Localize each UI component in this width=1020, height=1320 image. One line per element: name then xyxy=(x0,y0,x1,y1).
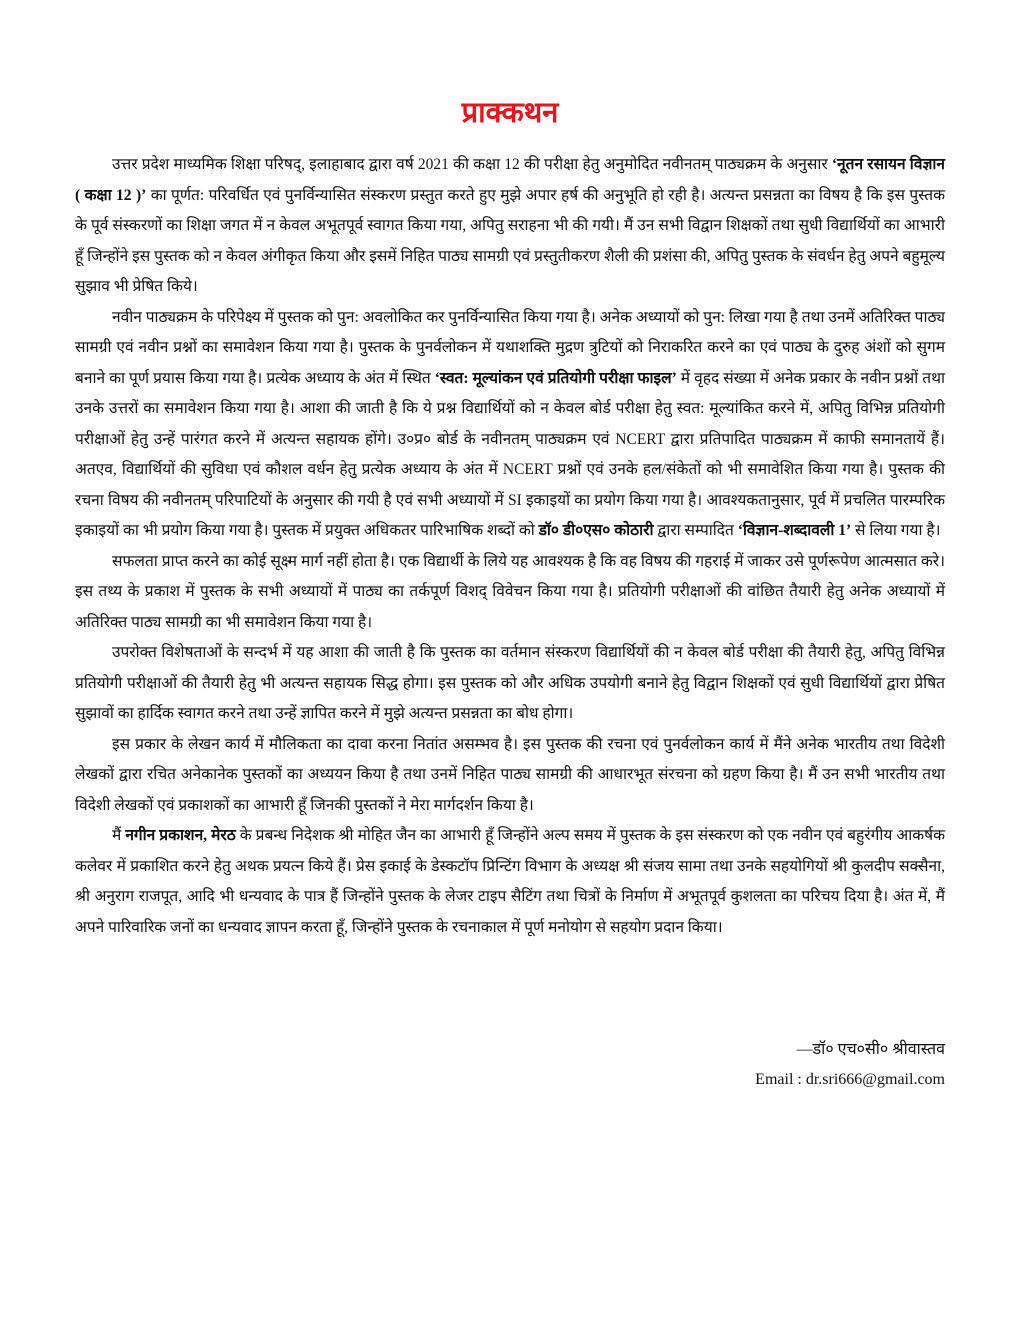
author-email: Email : dr.sri666@gmail.com xyxy=(755,1071,945,1088)
text: इस प्रकार के लेखन कार्य में मौलिकता का दावा करना नितांत असम्भव है। इस पुस्तक की रचना एवं पुनर्वलोकन कार्य में मैंने अनेक भारतीय तथा विदेशी लेखकों द्वारा रचित अनेकानेक पुस्तकों का अध्ययन किया है तथा उनमें निहित पाठ्य सामग्री की आधारभूत संरचना को ग्रहण किया है। मैं उन सभी भारतीय तथा विदेशी लेखकों एवं प्रकाशकों का आभारी हूँ जिनकी पुस्तकों ने मेरा मार्गदर्शन किया है। xyxy=(75,735,945,814)
paragraph-6 xyxy=(75,821,945,943)
text: मैं xyxy=(112,827,126,844)
text: से लिया गया है। xyxy=(851,522,941,539)
paragraph-2 xyxy=(75,303,945,547)
text: उपरोक्त विशेषताओं के सन्दर्भ में यह आशा की जाती है कि पुस्तक का वर्तमान संस्करण विद्यार्थियों की न केवल बोर्ड परीक्षा की तैयारी हेतु, अपितु विभिन्न प्रतियोगी परीक्षाओं की तैयारी हेतु भी अत्यन्त सहायक सिद्ध होगा। इस पुस्तक को और अधिक उपयोगी बनाने हेतु विद्वान शिक्षकों एवं सुधी विद्यार्थियों द्वारा प्रेषित सुझावों का हार्दिक स्वागत करने तथा उन्हें ज्ञापित करने में मुझे अत्यन्त प्रसन्नता का बोध होगा। xyxy=(75,644,945,722)
text: द्वारा सम्पादित xyxy=(653,522,738,539)
text: उत्तर प्रदेश माध्यमिक शिक्षा परिषद्, इलाहाबाद द्वारा वर्ष 2021 की कक्षा 12 की परीक्षा हेतु अनुमोदित नवीनतम् पाठ्यक्रम के अनुसार xyxy=(112,156,832,173)
editor-name: डॉ० डी०एस० कोठारी xyxy=(538,522,654,539)
paragraph-3 xyxy=(75,547,945,639)
paragraph-4 xyxy=(75,638,945,730)
text: के प्रबन्ध निदेशक श्री मोहित जैन का आभारी हूँ जिन्होंने अल्प समय में पुस्तक के इस संस्करण को एक नवीन एवं बहुरंगीय आकर्षक कलेवर में प्रकाशित करने हेतु अथक प्रयत्न किये हैं। प्रेस इकाई के डेस्कटॉप प्रिन्टिंग विभाग के अध्यक्ष श्री संजय सामा तथा उनके सहयोगियों श्री कुलदीप सक्सैना, श्री अनुराग राजपूत, आदि भी धन्यवाद के पात्र हैं जिन्होंने पुस्तक के लेजर टाइप सैटिंग तथा चित्रों के निर्माण में अभूतपूर्व कुशलता का परिचय दिया है। अंत में, मैं अपने पारिवारिक जनों का धन्यवाद ज्ञापन करता हूँ, जिन्होंने पुस्तक के रचनाकाल में पूर्ण मनोयोग से सहयोग प्रदान किया। xyxy=(75,827,945,936)
file-title: ‘स्वत: मूल्यांकन एवं प्रतियोगी परीक्षा फाइल’ xyxy=(434,369,677,387)
book-title: ‘नूतन रसायन विज्ञान ( कक्षा 12 )’ xyxy=(75,156,945,204)
publisher-name: नगीन प्रकाशन, मेरठ xyxy=(125,827,236,844)
paragraph-1 xyxy=(75,150,945,303)
preface-body xyxy=(75,150,945,943)
signature-block xyxy=(600,1035,945,1095)
paragraph-5 xyxy=(75,730,945,822)
glossary-title: ‘विज्ञान-शब्दावली 1’ xyxy=(737,522,852,539)
text: का पूर्णत: परिवर्धित एवं पुनर्विन्यासित संस्करण प्रस्तुत करते हुए मुझे अपार हर्ष की अनुभूति हो रही है। अत्यन्त प्रसन्नता का विषय है कि इस पुस्तक के पूर्व संस्करणों का शिक्षा जगत में न केवल अभूतपूर्व स्वागत किया गया, अपितु सराहना भी की गयी। मैं उन सभी विद्वान शिक्षकों तथा सुधी विद्यार्थियों का आभारी हूँ जिन्होंने इस पुस्तक को न केवल अंगीकृत किया और इसमें निहित पाठ्य सामग्री एवं प्रस्तुतीकरण शैली की प्रशंसा की, अपितु पुस्तक के संवर्धन हेतु अपने बहुमूल्य सुझाव भी प्रेषित किये। xyxy=(75,186,945,295)
text: में वृहद संख्या में अनेक प्रकार के नवीन प्रश्नों तथा उनके उत्तरों का समावेशन किया गया है। आशा की जाती है कि ये प्रश्न विद्यार्थियों को न केवल बोर्ड परीक्षा हेतु स्वत: मूल्यांकित करने में, अपितु विभिन्न प्रतियोगी परीक्षाओं हेतु उन्हें पारंगत करने में अत्यन्त सहायक होंगे। उ०प्र० बोर्ड के नवीनतम् पाठ्यक्रम एवं NCERT द्वारा प्रतिपादित पाठ्यक्रम में काफी समानतायें हैं। अतएव, विद्यार्थियों की सुविधा एवं कौशल वर्धन हेतु प्रत्येक अध्याय के अंत में NCERT प्रश्नों एवं उनके हल/संकेतों को भी समावेशित किया गया है। पुस्तक की रचना विषय की नवीनतम् परिपाटियों के अनुसार की गयी है एवं सभी अध्यायों में SI इकाइयों का प्रयोग किया गया है। आवश्यकतानुसार, पूर्व में प्रचलित पारम्परिक इकाइयों का भी प्रयोग किया गया है। पुस्तक में प्रयुक्त अधिकतर पारिभाषिक शब्दों को xyxy=(75,369,946,539)
text: सफलता प्राप्त करने का कोई सूक्ष्म मार्ग नहीं होता है। एक विद्यार्थी के लिये यह आवश्यक है कि वह विषय की गहराई में जाकर उसे पूर्णरूपेण आत्मसात करे। इस तथ्य के प्रकाश में पुस्तक के सभी अध्यायों में पाठ्य का तर्कपूर्ण विशद् विवेचन किया गया है। प्रतियोगी परीक्षाओं की वांछित तैयारी हेतु अनेक अध्यायों में अतिरिक्त पाठ्य सामग्री का भी समावेशन किया गया है। xyxy=(75,552,945,631)
author-name: —डॉ० एच०सी० श्रीवास्तव xyxy=(796,1041,945,1058)
text: नवीन पाठ्यक्रम के परिपेक्ष्य में पुस्तक को पुन: अवलोकित कर पुनर्विन्यासित किया गया है। अनेक अध्यायों को पुन: लिखा गया है तथा उनमें अतिरिक्त पाठ्य सामग्री एवं नवीन प्रश्नों का समावेशन किया गया है। पुस्तक के पुनर्वलोकन में यथाशक्ति मुद्रण त्रुटियों को निराकरित करने का एवं पाठ्य के दुरुह अंशों को सुगम बनाने का पूर्ण प्रयास किया गया है। प्रत्येक अध्याय के अंत में स्थित xyxy=(75,308,945,387)
page-title: प्राक्कथन xyxy=(461,95,559,129)
